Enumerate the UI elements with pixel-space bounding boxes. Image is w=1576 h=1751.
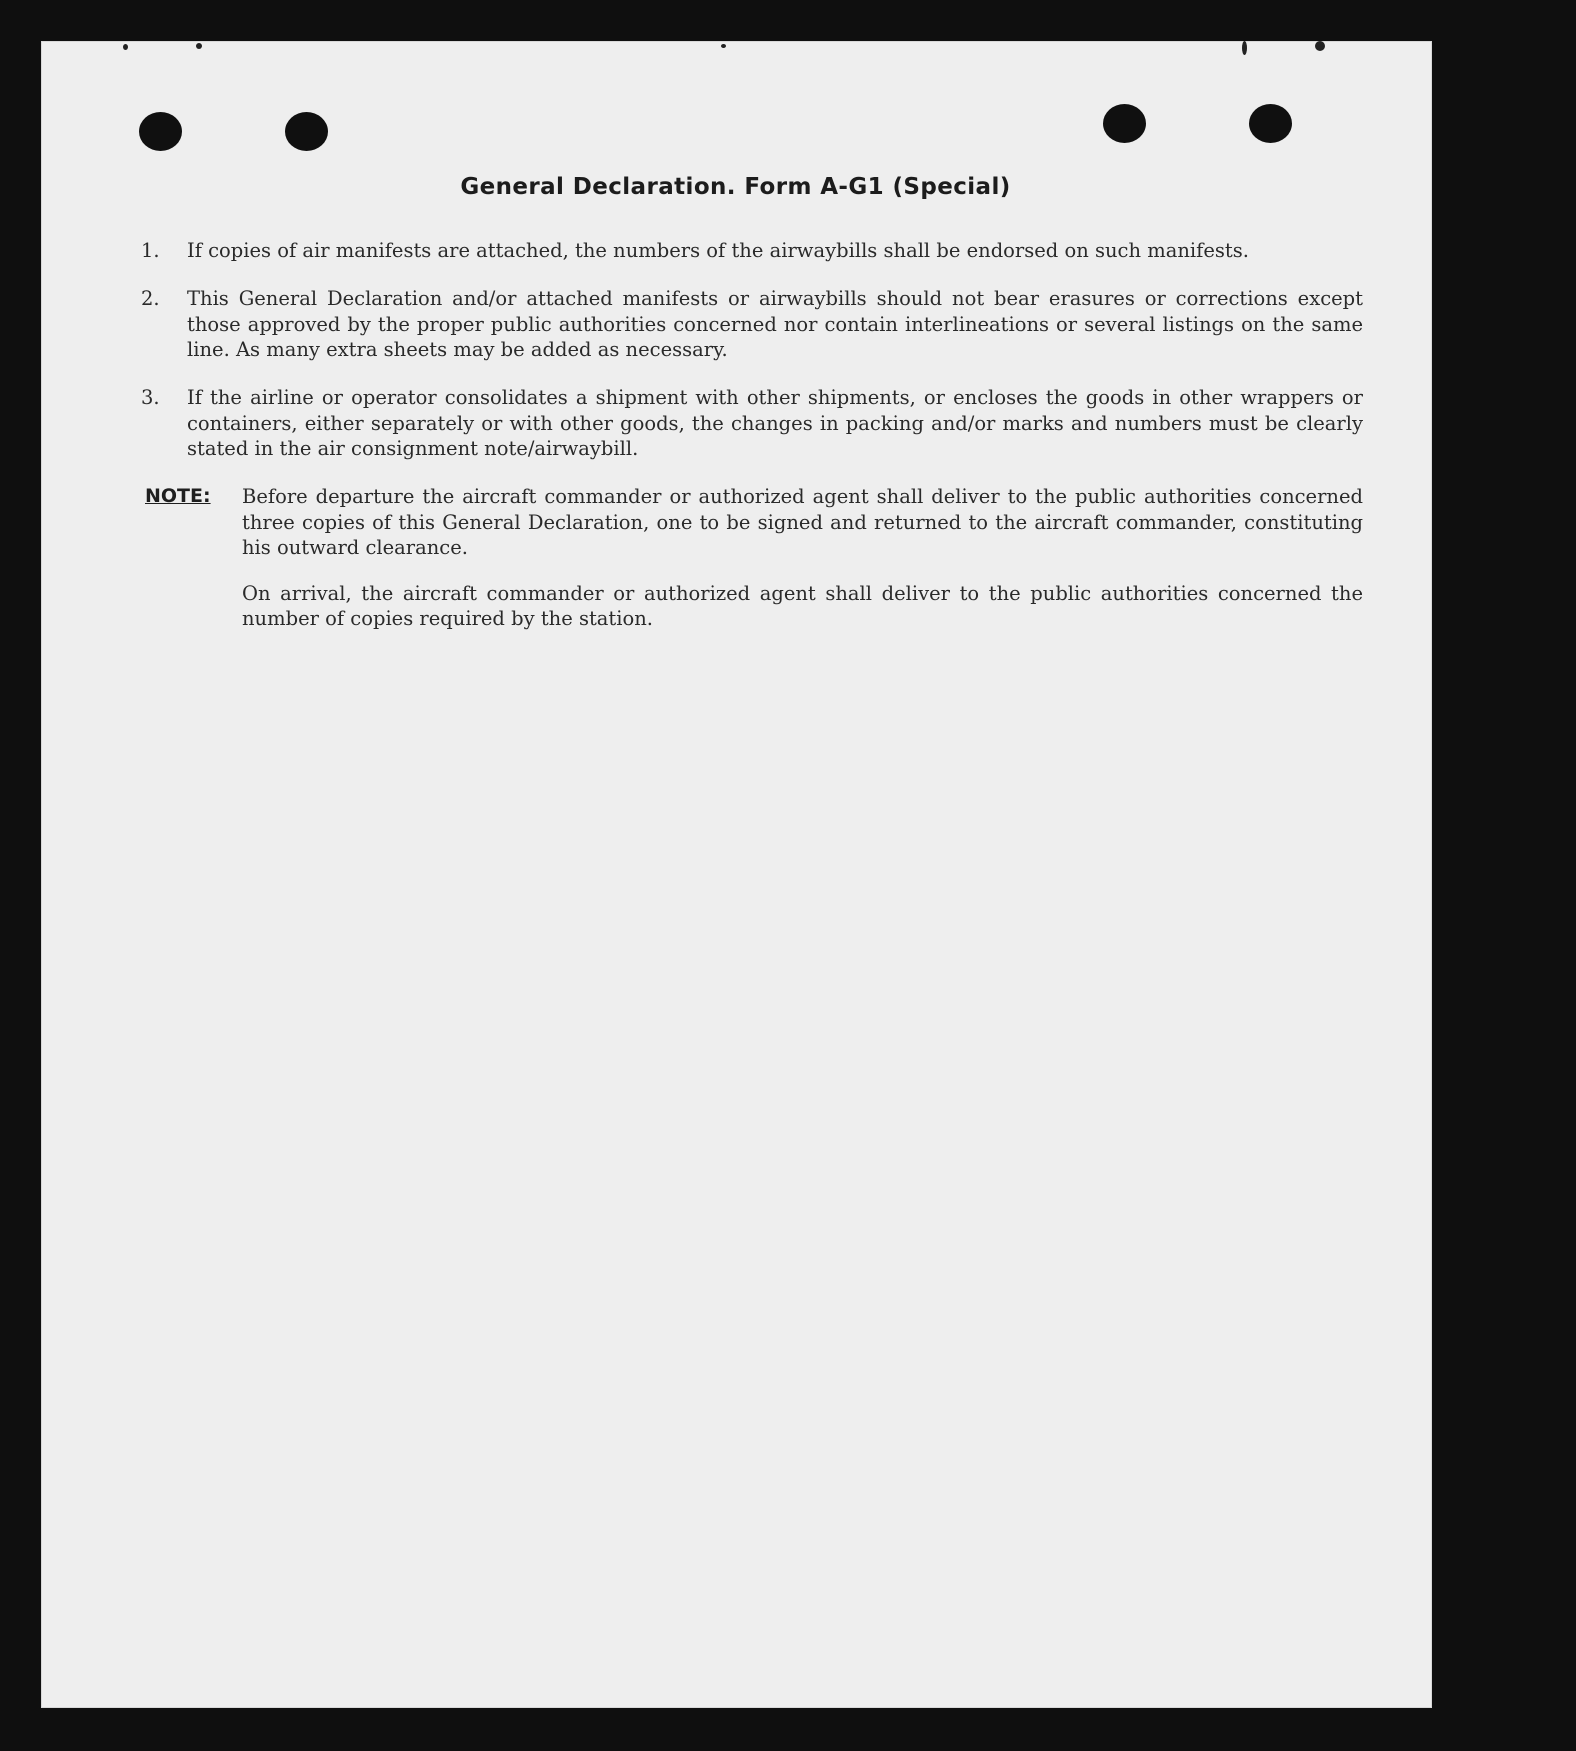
instruction-item-3 [141,385,1363,462]
document-title: General Declaration. Form A-G1 (Special) [460,174,1011,200]
ink-speck [1242,41,1247,55]
punch-hole [1249,104,1292,143]
ink-speck [1315,41,1325,51]
ink-speck [721,44,726,48]
item-text: If the airline or operator consolidates a shipment with other shipments, or encloses the goods in other wrappers or containers, either separately or with other goods, the changes in packing and/or marks and numbers must be clearly stated in the air consignment note/airwaybill. [187,386,1363,460]
punch-hole [285,112,328,151]
item-number: 2. [141,287,160,310]
note-paragraph-1: Before departure the aircraft commander or authorized agent shall deliver to the public authorities concerned three copies of this General Declaration, one to be signed and returned to the aircraft commander, constituting his outward clearance. [242,485,1363,559]
item-number: 1. [141,239,160,262]
punch-hole [139,112,182,151]
item-text: This General Declaration and/or attached manifests or airwaybills should not bear erasures or corrections except those approved by the proper public authorities concerned nor contain interlineations or several listings on the same line. As many extra sheets may be added as necessary. [187,287,1363,361]
note-paragraph-2: On arrival, the aircraft commander or authorized agent shall deliver to the public authorities concerned the number of copies required by the station. [242,581,1363,630]
note-section [145,484,1363,632]
ink-speck [123,44,128,50]
punch-hole [1103,104,1146,143]
item-text: If copies of air manifests are attached, the numbers of the airwaybills shall be endorsed on such manifests. [187,239,1249,262]
item-number: 3. [141,386,160,409]
document-page [41,41,1432,1708]
instruction-item-1 [141,238,1363,264]
note-label: NOTE: [145,485,211,507]
ink-speck [196,43,202,49]
instruction-item-2 [141,286,1363,363]
